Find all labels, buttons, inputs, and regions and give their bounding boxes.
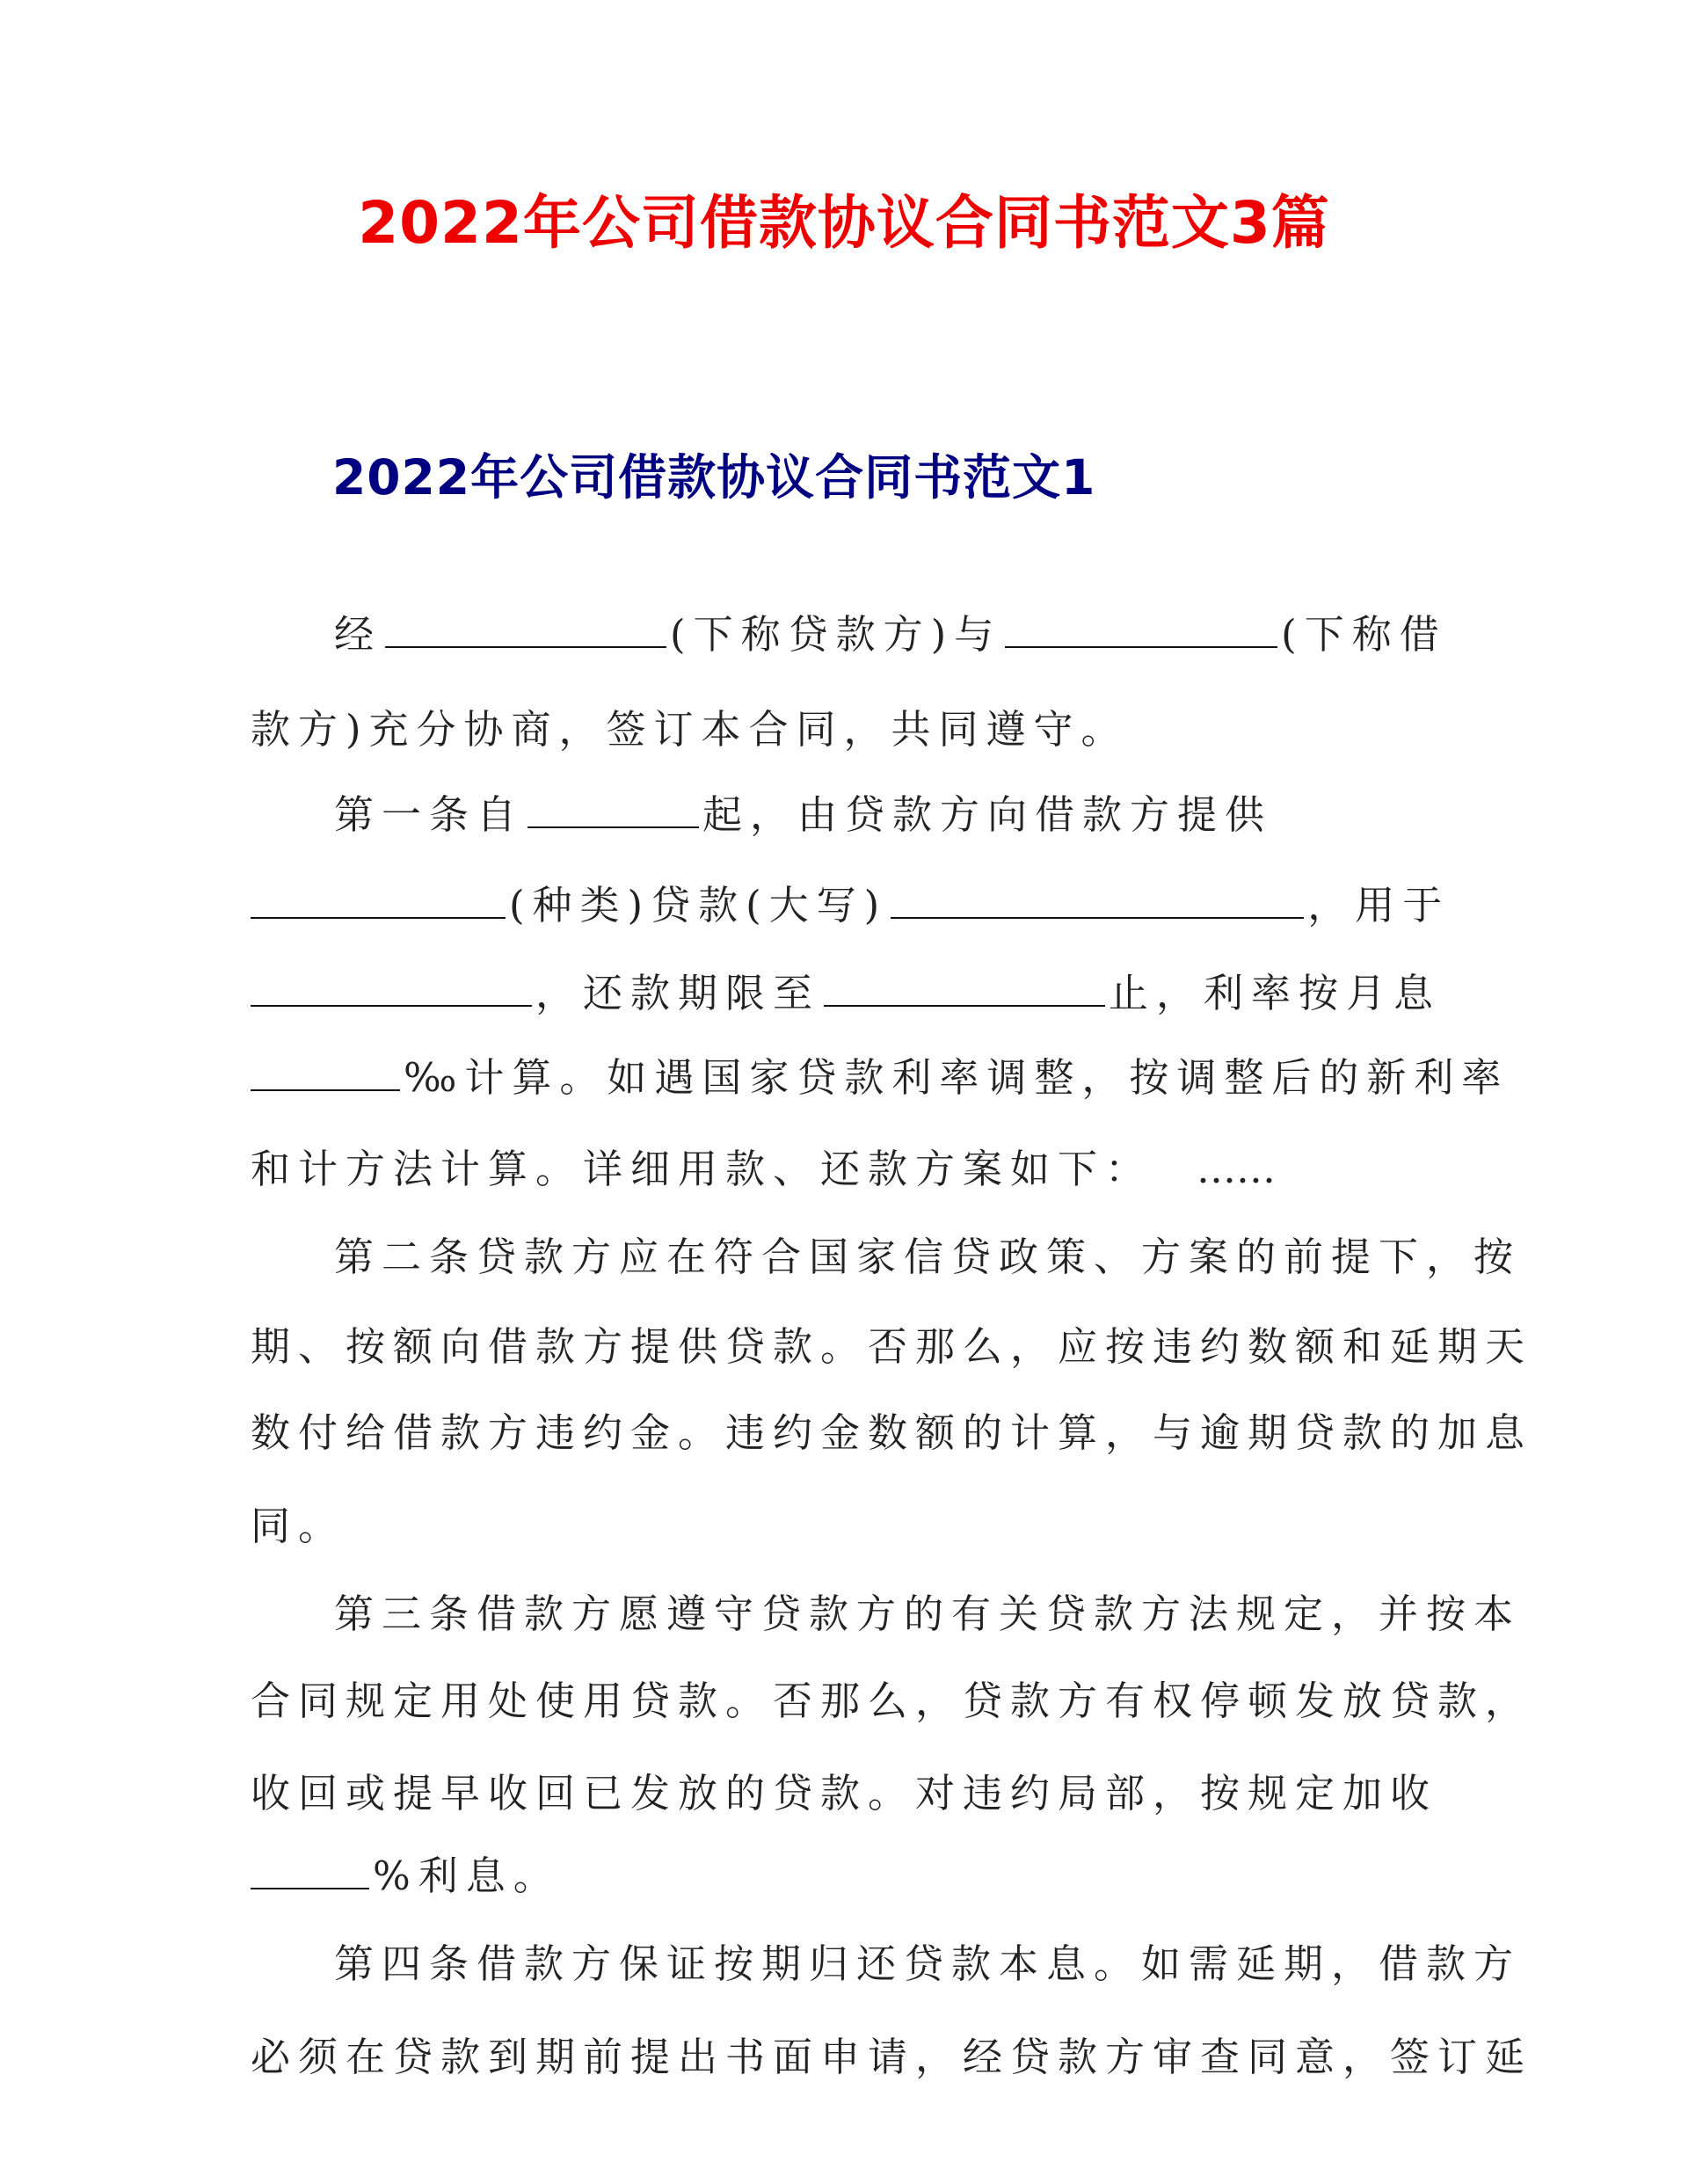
article1-text-1: 第一条自 (334, 791, 525, 838)
loan-type-blank (251, 882, 506, 919)
article2-line-3: 数付给借款方违约金。违约金数额的计算，与逾期贷款的加息 (251, 1409, 1533, 1456)
article3-line-2: 合同规定用处使用贷款。否那么，贷款方有权停顿发放贷款， (251, 1678, 1533, 1724)
article1-text-5: ，还款期限至 (535, 970, 821, 1016)
article1-line-1 (334, 789, 1272, 841)
lender-name-blank (385, 611, 666, 648)
article3-line-4 (251, 1850, 561, 1903)
article2-line-2: 期、按额向借款方提供贷款。否那么，应按违约数额和延期天 (251, 1323, 1533, 1370)
ellipsis: …… (1197, 1146, 1277, 1192)
article1-line-5 (251, 1143, 1276, 1196)
preamble-text-1: 经 (334, 611, 382, 658)
preamble-text-3: (下称借 (1281, 611, 1447, 658)
preamble-line-2 (251, 703, 1129, 756)
loan-amount-blank (891, 882, 1304, 919)
start-date-blank (528, 791, 699, 828)
interest-rate-blank (251, 1054, 400, 1091)
borrower-name-blank (1005, 611, 1277, 648)
article1-text-8: 和计方法计算。详细用款、还款方案如下： (251, 1146, 1153, 1192)
preamble-line-1 (334, 608, 1447, 661)
article3-line-3: 收回或提早收回已发放的贷款。对违约局部，按规定加收 (251, 1770, 1438, 1816)
article1-text-7: ‰计算。如遇国家贷款利率调整，按调整后的新利率 (404, 1054, 1510, 1101)
article1-text-4: ，用于 (1307, 882, 1451, 928)
preamble-text-2: (下称贷款方)与 (670, 611, 1002, 658)
article4-line-2: 必须在贷款到期前提出书面申请，经贷款方审查同意，签订延 (251, 2034, 1533, 2080)
loan-purpose-blank (251, 970, 532, 1007)
article3-line-1: 第三条借款方愿遵守贷款方的有关贷款方法规定，并按本 (334, 1591, 1522, 1637)
repayment-date-blank (824, 970, 1105, 1007)
article1-text-3: (种类)贷款(大写) (509, 882, 888, 928)
section-subtitle: 2022年公司借款协议合同书范文1 (332, 449, 1096, 506)
penalty-rate-blank (251, 1853, 369, 1889)
article2-line-1: 第二条贷款方应在符合国家信贷政策、方案的前提下，按 (334, 1234, 1522, 1280)
article3-text-4: %利息。 (373, 1853, 561, 1899)
preamble-text-4: 款方)充分协商，签订本合同，共同遵守。 (251, 706, 1129, 753)
article1-line-3 (251, 967, 1441, 1020)
article1-line-2 (251, 879, 1450, 932)
article1-text-6: 止，利率按月息 (1109, 970, 1442, 1016)
article2-line-4: 同。 (251, 1503, 346, 1549)
article1-line-4 (251, 1052, 1509, 1104)
article1-text-2: 起，由贷款方向借款方提供 (702, 791, 1273, 838)
article4-line-1: 第四条借款方保证按期归还贷款本息。如需延期，借款方 (334, 1940, 1522, 1987)
document-title: 2022年公司借款协议合同书范文3篇 (358, 189, 1330, 257)
